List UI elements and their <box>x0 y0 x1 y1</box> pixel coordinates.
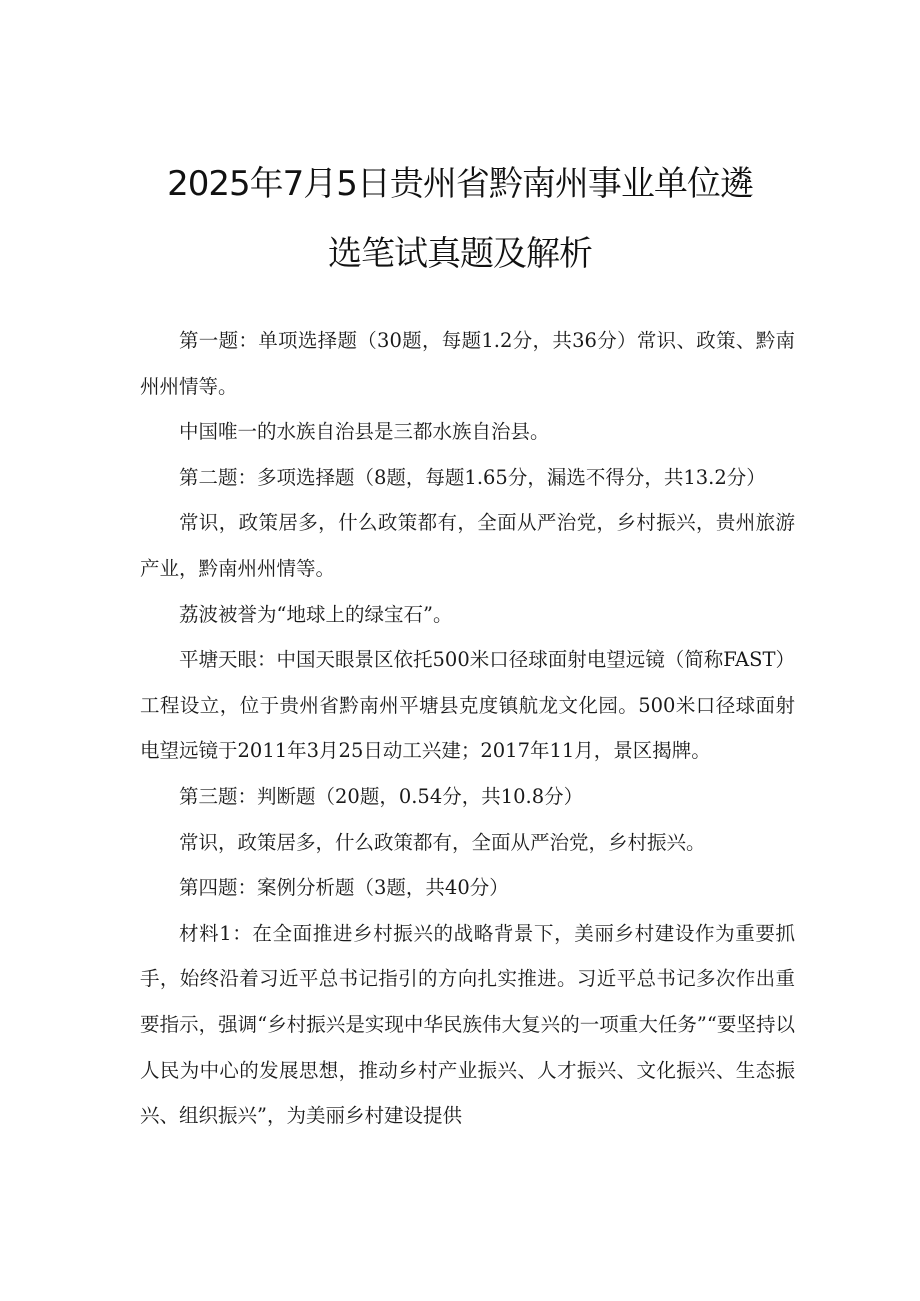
paragraph-q2-fast: 平塘天眼：中国天眼景区依托500米口径球面射电望远镜（简称FAST）工程设立，位于贵州省黔南州平塘县克度镇航龙文化园。500米口径球面射电望远镜于2011年3月25日动工兴建；2017年11月，景区揭牌。 <box>140 648 796 763</box>
document-title-line-2: 选笔试真题及解析 <box>328 234 592 274</box>
paragraph-q2-heading: 第二题：多项选择题（8题，每题1.65分，漏选不得分，共13.2分） <box>179 465 766 489</box>
paragraph-q4-heading: 第四题：案例分析题（3题，共40分） <box>179 876 509 900</box>
paragraph-q2-topics: 常识，政策居多，什么政策都有，全面从严治党，乡村振兴，贵州旅游产业，黔南州州情等。 <box>140 511 795 580</box>
paragraph-q3-topics: 常识，政策居多，什么政策都有，全面从严治党，乡村振兴。 <box>179 830 706 854</box>
document-title-line-1: 2025年7月5日贵州省黔南州事业单位遴 <box>167 164 753 204</box>
paragraph-q1-heading: 第一题：单项选择题（30题，每题1.2分，共36分）常识、政策、黔南州州情等。 <box>140 329 795 398</box>
document-body <box>140 318 795 1139</box>
paragraph-q1-note: 中国唯一的水族自治县是三都水族自治县。 <box>179 420 550 444</box>
paragraph-q2-libo: 荔波被誉为“地球上的绿宝石”。 <box>179 602 453 626</box>
paragraph-q3-heading: 第三题：判断题（20题，0.54分，共10.8分） <box>179 784 584 808</box>
paragraph-q4-material-1: 材料1：在全面推进乡村振兴的战略背景下，美丽乡村建设作为重要抓手，始终沿着习近平总书记指引的方向扎实推进。习近平总书记多次作出重要指示，强调“乡村振兴是实现中华民族伟大复兴的一项重大任务”“要坚持以人民为中心的发展思想，推动乡村产业振兴、人才振兴、文化振兴、生态振兴、组织振兴”，为美丽乡村建设提供 <box>140 921 795 1128</box>
